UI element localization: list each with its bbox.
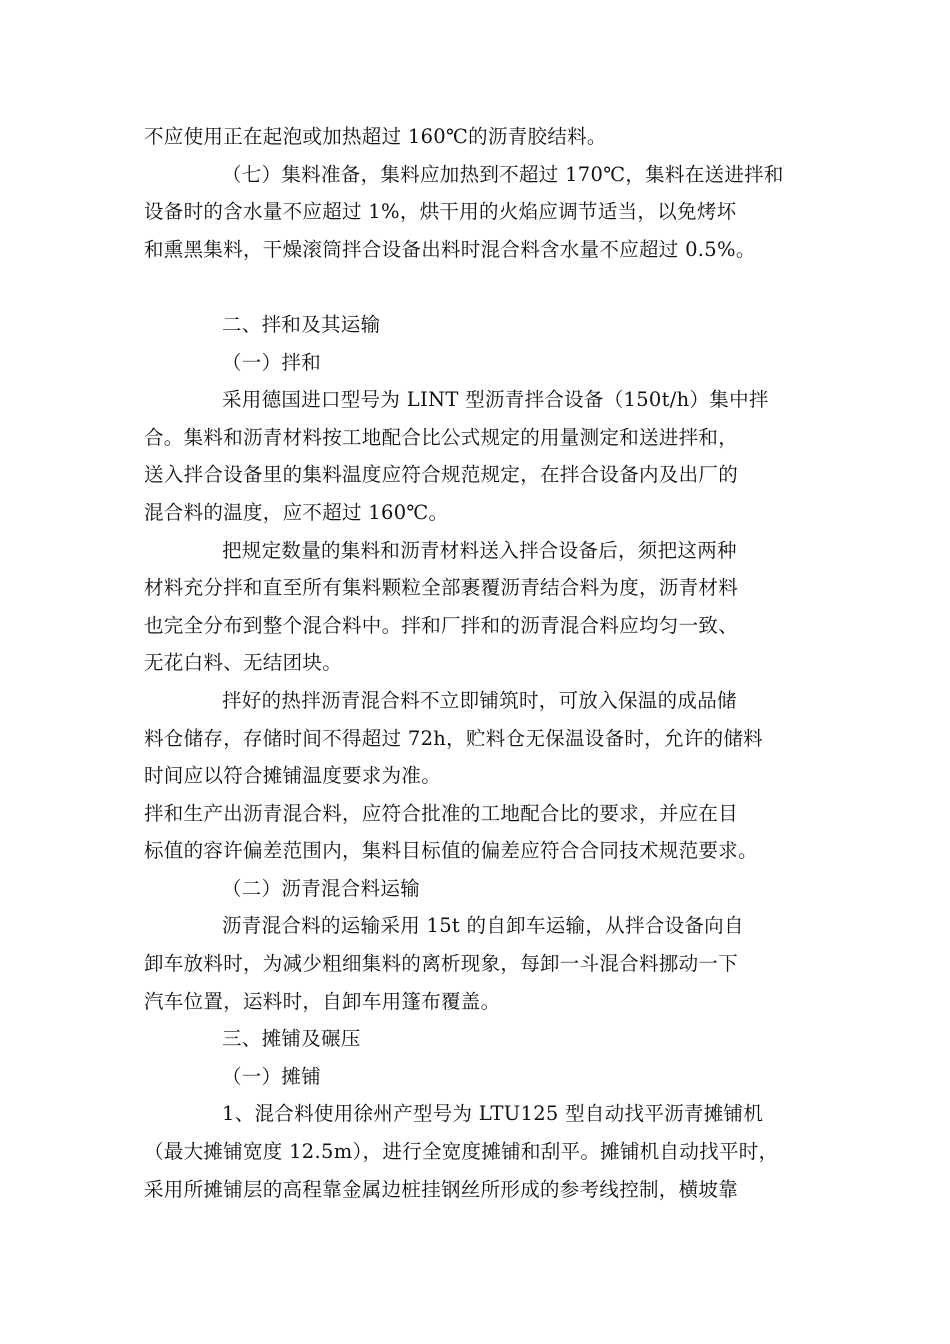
text-line: 合。集料和沥青材料按工地配合比公式规定的用量测定和送进拌和， bbox=[144, 425, 739, 449]
text-line: 和熏黑集料，干燥滚筒拌合设备出料时混合料含水量不应超过 0.5%。 bbox=[144, 237, 756, 261]
text-line: 把规定数量的集料和沥青材料送入拌合设备后，须把这两种 bbox=[222, 538, 737, 562]
text-line: 也完全分布到整个混合料中。拌和厂拌和的沥青混合料应均匀一致、 bbox=[144, 613, 739, 637]
subsection-heading: （二）沥青混合料运输 bbox=[222, 876, 421, 900]
text-line: 卸车放料时，为减少粗细集料的离析现象，每卸一斗混合料挪动一下 bbox=[144, 952, 739, 976]
text-line: 采用德国进口型号为 LINT 型沥青拌合设备（150t/h）集中拌 bbox=[222, 388, 769, 412]
text-line: 混合料的温度，应不超过 160℃。 bbox=[144, 500, 449, 524]
section-heading: 二、拌和及其运输 bbox=[222, 312, 381, 336]
text-line: 标值的容许偏差范围内，集料目标值的偏差应符合合同技术规范要求。 bbox=[144, 839, 758, 863]
text-line: （最大摊铺宽度 12.5m），进行全宽度摊铺和刮平。摊铺机自动找平时， bbox=[144, 1140, 779, 1164]
text-line: 沥青混合料的运输采用 15t 的自卸车运输，从拌合设备向自 bbox=[222, 914, 744, 938]
text-line: 不应使用正在起泡或加热超过 160℃的沥青胶结料。 bbox=[144, 125, 607, 148]
text-line: 材料充分拌和直至所有集料颗粒全部裹覆沥青结合料为度，沥青材料 bbox=[144, 576, 739, 600]
text-line: 送入拌合设备里的集料温度应符合规范规定，在拌合设备内及出厂的 bbox=[144, 463, 739, 487]
subsection-heading: （一）拌和 bbox=[222, 350, 322, 374]
text-line: 汽车位置，运料时，自卸车用篷布覆盖。 bbox=[144, 989, 501, 1013]
text-line: 设备时的含水量不应超过 1%，烘干用的火焰应调节适当，以免烤坏 bbox=[144, 200, 737, 224]
text-line: （七）集料准备，集料应加热到不超过 170℃，集料在送进拌和 bbox=[222, 162, 784, 186]
section-heading: 三、摊铺及碾压 bbox=[222, 1027, 361, 1051]
text-line: 拌好的热拌沥青混合料不立即铺筑时，可放入保温的成品储 bbox=[222, 688, 737, 712]
text-line: 料仓储存，存储时间不得超过 72h，贮料仓无保温设备时，允许的储料 bbox=[144, 726, 763, 750]
text-line: 时间应以符合摊铺温度要求为准。 bbox=[144, 764, 442, 788]
subsection-heading: （一）摊铺 bbox=[222, 1064, 322, 1088]
text-line: 采用所摊铺层的高程靠金属边桩挂钢丝所形成的参考线控制，横坡靠 bbox=[144, 1177, 739, 1201]
document-page bbox=[144, 118, 824, 1208]
text-line: 1、混合料使用徐州产型号为 LTU125 型自动找平沥青摊铺机 bbox=[222, 1102, 764, 1126]
blank-line bbox=[144, 268, 824, 306]
text-line: 拌和生产出沥青混合料，应符合批准的工地配合比的要求，并应在目 bbox=[144, 801, 739, 825]
text-line: 无花白料、无结团块。 bbox=[144, 651, 343, 675]
